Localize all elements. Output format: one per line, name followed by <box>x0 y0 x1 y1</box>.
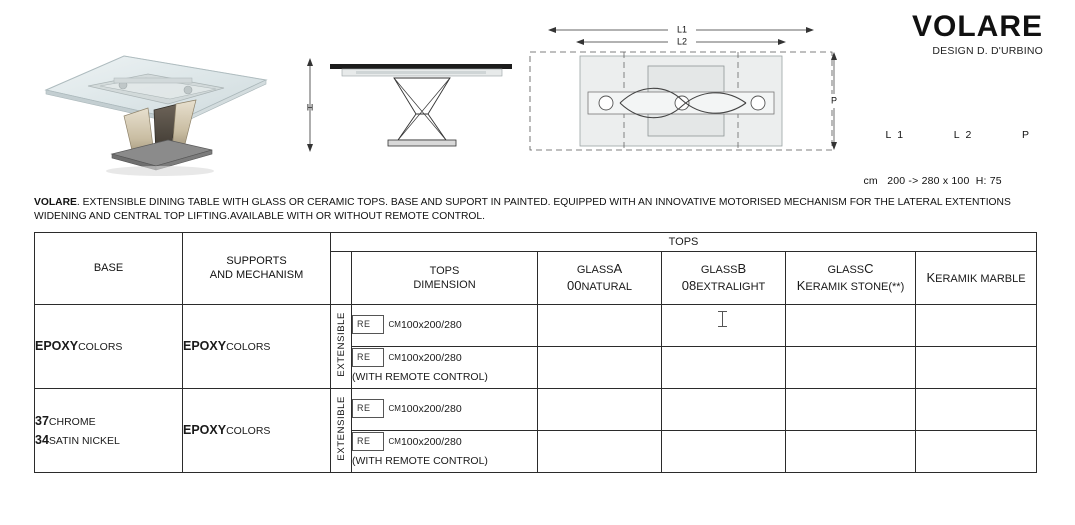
header-glass-a <box>538 252 662 305</box>
header-tops-group: TOPS <box>331 233 1037 252</box>
header-base: BASE <box>35 233 183 305</box>
cell-keramik-marble-1b[interactable] <box>916 347 1037 389</box>
cell-supports-2 <box>183 389 331 473</box>
cell-extensible-label-1 <box>331 305 352 389</box>
cell-glass-a-2a[interactable] <box>538 389 662 431</box>
table-row <box>35 305 1037 347</box>
header-glass-c-kletter: K <box>796 278 806 293</box>
cm-label: CM <box>388 403 401 413</box>
header-glass-b-code: B <box>737 261 747 277</box>
cell-glass-c-2a[interactable] <box>786 389 916 431</box>
cell-supports-1 <box>183 305 331 389</box>
header-glass-b-lead: GLASS <box>700 264 738 277</box>
re-badge: RE <box>352 348 384 368</box>
header-glass-a-code: A <box>613 261 623 277</box>
cell-base-2-line1 <box>35 412 182 431</box>
plan-view-drawing <box>520 14 850 174</box>
product-illustrations <box>0 0 1075 188</box>
cell-base-1-rest: COLORS <box>78 341 123 354</box>
header-supports <box>183 233 331 305</box>
cell-dimension-1b <box>352 347 538 389</box>
cell-glass-c-2b[interactable] <box>786 431 916 473</box>
l2-label: L2 <box>676 36 688 47</box>
cell-keramik-marble-2a[interactable] <box>916 389 1037 431</box>
header-glass-a-line2 <box>538 278 661 295</box>
product-description <box>34 196 1042 224</box>
extensible-vertical-text-2: EXTENSIBLE <box>335 395 347 461</box>
specification-table <box>34 232 1037 473</box>
cell-keramik-marble-1a[interactable] <box>916 305 1037 347</box>
header-glass-b-line1 <box>662 261 785 278</box>
cell-supports-2-lead: EPOXY <box>183 423 227 438</box>
header-tops-dimension <box>352 252 538 305</box>
cell-glass-b-2b[interactable] <box>662 431 786 473</box>
cell-keramik-marble-2b[interactable] <box>916 431 1037 473</box>
cm-label: CM <box>388 352 401 362</box>
cell-extensible-label-2 <box>331 389 352 473</box>
cell-supports-1-rest: COLORS <box>226 341 271 354</box>
dimensions-legend-labels: L1 L2 P <box>885 129 1035 142</box>
cell-glass-b-1a[interactable] <box>662 305 786 347</box>
cell-base-1 <box>35 305 183 389</box>
cell-glass-a-1b[interactable] <box>538 347 662 389</box>
cell-base-2-line2 <box>35 431 182 450</box>
height-label: H <box>306 102 314 113</box>
dimension-value: 100x200/280 <box>400 318 462 331</box>
header-glass-c-lead: GLASS <box>827 264 865 277</box>
header-glass-a-line1 <box>538 261 661 278</box>
cell-glass-b-2a[interactable] <box>662 389 786 431</box>
cell-dimension-1a <box>352 305 538 347</box>
cell-supports-1-lead: EPOXY <box>183 339 227 354</box>
header-glass-b-name: EXTRALIGHT <box>696 281 766 293</box>
header-keramik-marble <box>916 252 1037 305</box>
header-supports-line1: SUPPORTS <box>226 254 287 267</box>
product-photo <box>28 28 278 178</box>
brand-block <box>912 12 1043 57</box>
cell-glass-b-1b[interactable] <box>662 347 786 389</box>
extensible-vertical-text-1: EXTENSIBLE <box>335 311 347 377</box>
side-elevation-drawing <box>300 40 520 160</box>
cell-supports-2-rest: COLORS <box>226 425 271 438</box>
cell-glass-c-1b[interactable] <box>786 347 916 389</box>
dimensions-legend-values: cm 200 -> 280 x 100 H: 75 <box>863 175 1002 188</box>
cell-base-2-code1: 37 <box>35 413 49 428</box>
cell-glass-c-1a[interactable] <box>786 305 916 347</box>
dimension-value: 100x200/280 <box>400 435 462 448</box>
header-glass-a-num: 00 <box>567 278 582 293</box>
dimension-note: (WITH REMOTE CONTROL) <box>352 455 488 468</box>
table-header-group-row <box>35 233 1037 252</box>
cell-base-2 <box>35 389 183 473</box>
header-tops-dimension-line1: TOPS <box>429 264 460 277</box>
dimension-value: 100x200/280 <box>400 351 462 364</box>
header-glass-c-line2 <box>786 278 915 295</box>
l1-label: L1 <box>676 24 688 35</box>
header-glass-c-line1 <box>786 261 915 278</box>
dimension-note: (WITH REMOTE CONTROL) <box>352 371 488 384</box>
header-glass-c <box>786 252 916 305</box>
cell-glass-a-1a[interactable] <box>538 305 662 347</box>
product-description-text: . EXTENSIBLE DINING TABLE WITH GLASS OR CERAMIC TOPS. BASE AND SUPORT IN PAINTED. EQUIPPED WITH AN INNOVATIVE MOTORISED MECHANISM FOR THE LATERAL EXTENTIONS WIDENING AND CENTRAL TOP LIFTING.AVAILABLE WITH OR WITHOUT REMOTE CONTROL. <box>34 197 1011 222</box>
header-glass-a-lead: GLASS <box>576 264 614 277</box>
cell-base-1-lead: EPOXY <box>35 339 79 354</box>
table-row <box>35 389 1037 431</box>
product-description-lead: VOLARE <box>34 197 77 208</box>
header-glass-b <box>662 252 786 305</box>
cm-label: CM <box>388 436 401 446</box>
header-keramik-marble-kletter: K <box>926 269 936 285</box>
header-glass-b-line2 <box>662 278 785 295</box>
cell-base-2-name1: CHROME <box>48 415 96 428</box>
header-supports-line2: AND MECHANISM <box>209 268 304 281</box>
re-badge: RE <box>352 399 384 419</box>
re-badge: RE <box>352 315 384 335</box>
header-glass-c-code: C <box>864 261 874 277</box>
header-keramik-marble-name: ERAMIK MARBLE <box>935 272 1026 285</box>
cell-base-2-code2: 34 <box>35 432 49 447</box>
re-badge: RE <box>352 432 384 452</box>
p-label: P <box>830 95 838 106</box>
designer-credit: DESIGN D. D'URBINO <box>932 45 1043 57</box>
cell-dimension-2a <box>352 389 538 431</box>
header-glass-b-num: 08 <box>681 278 697 293</box>
header-glass-c-name: ERAMIK STONE(**) <box>805 281 905 293</box>
header-glass-a-name: NATURAL <box>581 281 632 293</box>
cell-dimension-2b <box>352 431 538 473</box>
cm-label: CM <box>388 319 401 329</box>
header-spacer <box>331 252 352 305</box>
dimension-value: 100x200/280 <box>400 402 462 415</box>
header-tops-dimension-line2: DIMENSION <box>413 279 476 291</box>
cell-base-2-name2: SATIN NICKEL <box>48 434 120 447</box>
cell-glass-a-2b[interactable] <box>538 431 662 473</box>
page-title: VOLARE <box>911 10 1043 43</box>
